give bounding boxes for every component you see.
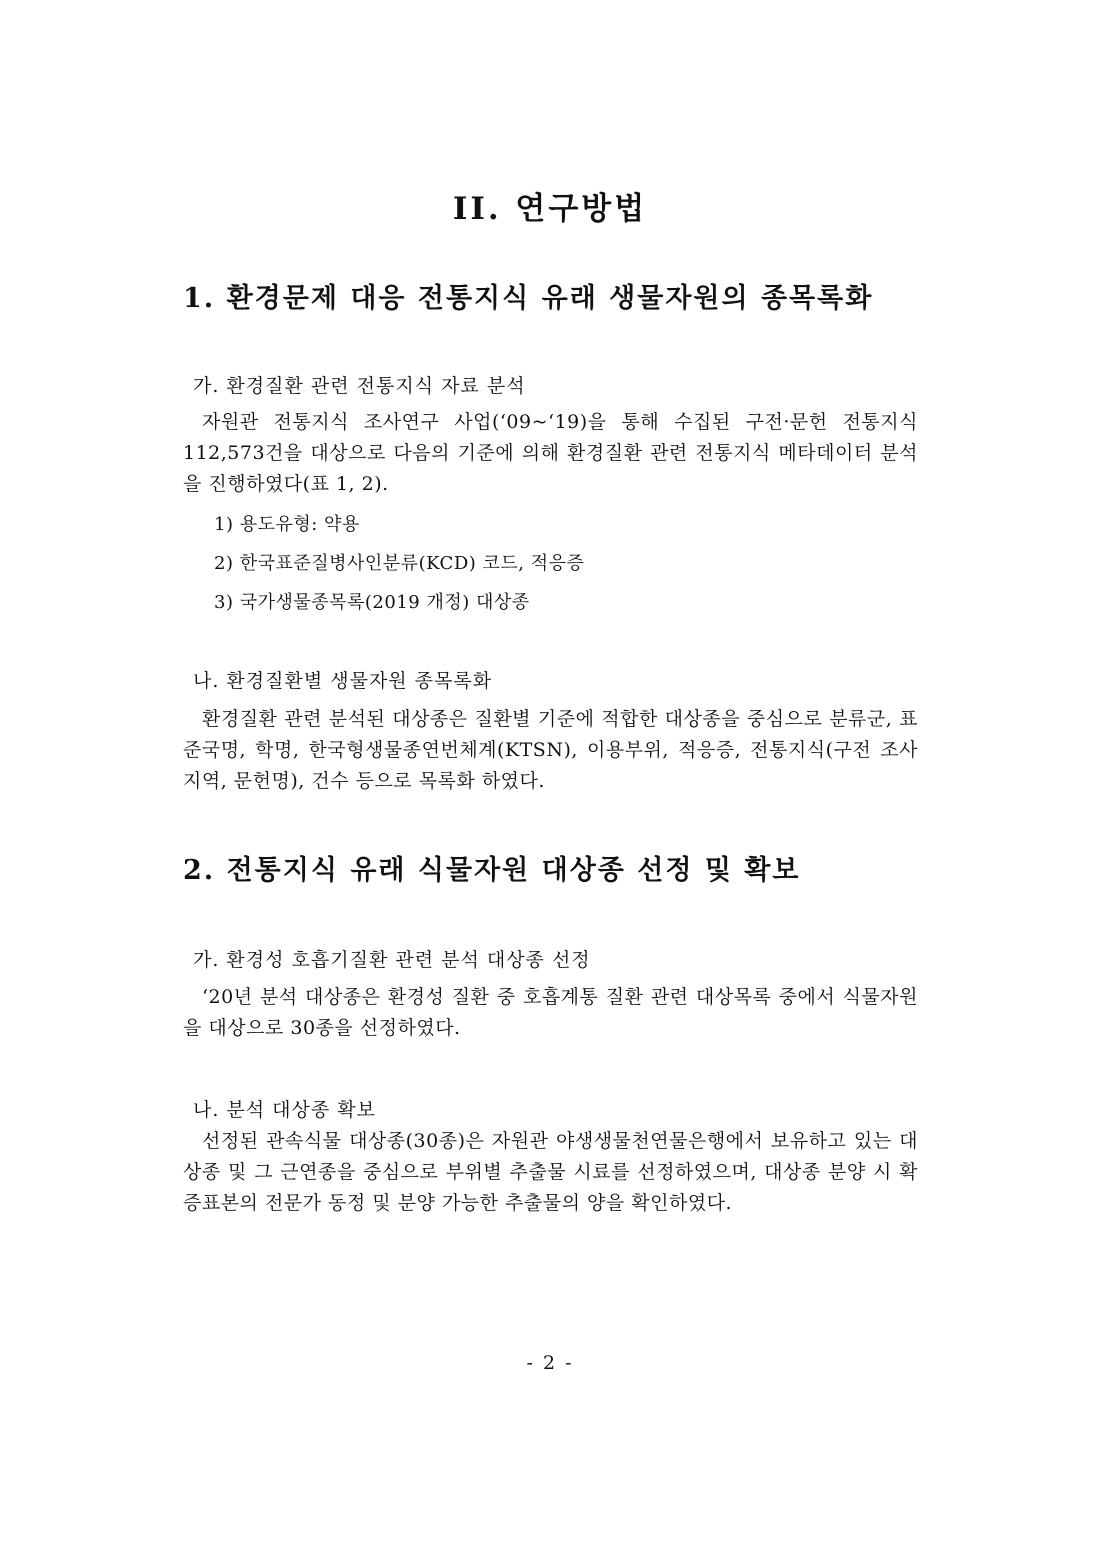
criteria-item: 2) 한국표준질병사인분류(KCD) 코드, 적응증: [214, 553, 585, 574]
paragraph-1a: 자원관 전통지식 조사연구 사업(‘09~‘19)을 통해 수집된 구전·문헌 전통지식 112,573건을 대상으로 다음의 기준에 의해 환경질환 관련 전통지식 메타데이터 분석을 진행하였다(표 1, 2).: [183, 411, 918, 495]
section-heading-2: 2. 전통지식 유래 식물자원 대상종 선정 및 확보: [183, 855, 801, 886]
subsection-heading-2b: 나. 분석 대상종 확보: [193, 1099, 376, 1121]
subsection-heading-2a: 가. 환경성 호흡기질환 관련 분석 대상종 선정: [193, 949, 591, 971]
page-number: - 2 -: [526, 1352, 574, 1374]
paragraph-2a: ‘20년 분석 대상종은 환경성 질환 중 호흡계통 질환 관련 대상목록 중에서 식물자원을 대상으로 30종을 선정하였다.: [183, 986, 918, 1039]
paragraph-2b: 선정된 관속식물 대상종(30종)은 자원관 야생생물천연물은행에서 보유하고 있는 대상종 및 그 근연종을 중심으로 부위별 추출물 시료를 선정하였으며, 대상종 분양 시 확증표본의 전문가 동정 및 분양 가능한 추출물의 양을 확인하였다.: [183, 1130, 918, 1214]
criteria-item: 1) 용도유형: 약용: [214, 514, 360, 535]
chapter-title: II. 연구방법: [452, 191, 648, 227]
subsection-heading-1b: 나. 환경질환별 생물자원 종목록화: [193, 670, 493, 692]
paragraph-1b: 환경질환 관련 분석된 대상종은 질환별 기준에 적합한 대상종을 중심으로 분류군, 표준국명, 학명, 한국형생물종연번체계(KTSN), 이용부위, 적응증, 전통지식(구전 조사지역, 문헌명), 건수 등으로 목록화 하였다.: [183, 708, 918, 792]
section-heading-1: 1. 환경문제 대응 전통지식 유래 생물자원의 종목록화: [183, 283, 874, 314]
criteria-list: [214, 512, 584, 629]
criteria-item: 3) 국가생물종목록(2019 개정) 대상종: [214, 592, 530, 613]
subsection-heading-1a: 가. 환경질환 관련 전통지식 자료 분석: [193, 375, 526, 397]
